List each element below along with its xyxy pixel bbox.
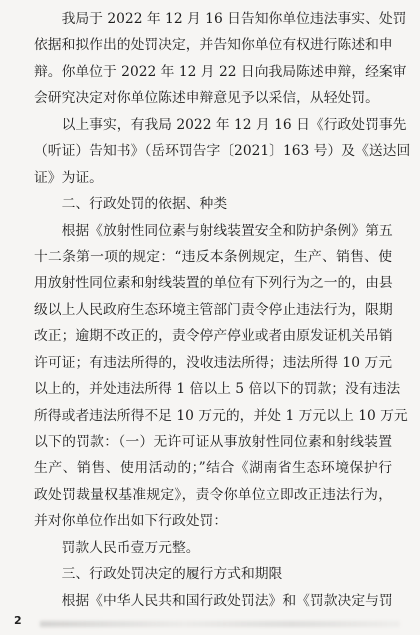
- text-line: 级以上人民政府生态环境主管部门责令停止违法行为，限期: [34, 301, 393, 318]
- text-line: 改正；逾期不改正的，责令停产停业或者由原发证机关吊销: [34, 328, 393, 345]
- scan-shadow: [40, 621, 400, 627]
- text-line: 政处罚裁量权基准规定》，责令你单位立即改正违法行为，: [34, 486, 392, 503]
- text-line: 二、行政处罚的依据、种类: [34, 196, 228, 213]
- text-line: 罚款人民币壹万元整。: [34, 539, 200, 556]
- text-line: 十二条第一项的规定：“违反本条例规定，生产、销售、使: [34, 248, 392, 265]
- text-line: 以下的罚款：（一）无许可证从事放射性同位素和射线装置: [34, 434, 392, 450]
- text-line: 以上的，并处违法所得 1 倍以上 5 倍以下的罚款；没有违法: [34, 381, 401, 398]
- document-body: [34, 6, 411, 614]
- text-line: 三、行政处罚决定的履行方式和期限: [34, 566, 283, 583]
- text-line: 证》为证。: [34, 169, 103, 186]
- text-line: 依据和拟作出的处罚决定，并告知你单位有权进行陈述和申: [34, 37, 393, 54]
- text-line: 我局于 2022 年 12 月 16 日告知你单位违法事实、处罚: [34, 11, 407, 27]
- text-line: 会研究决定对你单位陈述申辩意见予以采信，从轻处罚。: [34, 90, 379, 107]
- text-line: 所得或者违法所得不足 10 万元的，并处 1 万元以上 10 万元: [34, 407, 408, 424]
- text-line: 根据《中华人民共和国行政处罚法》和《罚款决定与罚: [34, 592, 393, 609]
- text-line: 以上事实，有我局 2022 年 12 月 16 日《行政处罚事先: [34, 116, 407, 133]
- text-line: 生产、销售、使用活动的；”结合《湖南省生态环境保护行: [34, 460, 392, 477]
- text-line: 并对你单位作出如下行政处罚：: [34, 513, 228, 530]
- text-line: 根据《放射性同位素与射线装置安全和防护条例》第五: [34, 222, 393, 239]
- page-number: 2: [14, 614, 22, 627]
- text-line: 辩。你单位于 2022 年 12 月 22 日向我局陈述申辩，经案审: [34, 63, 407, 80]
- text-line: 许可证；有违法所得的，没收违法所得；违法所得 10 万元: [34, 354, 392, 371]
- text-line: 用放射性同位素和射线装置的单位有下列行为之一的，由县: [34, 275, 393, 292]
- text-line: （听证）告知书》（岳环罚告字〔2021〕163 号）及《送达回: [34, 143, 411, 160]
